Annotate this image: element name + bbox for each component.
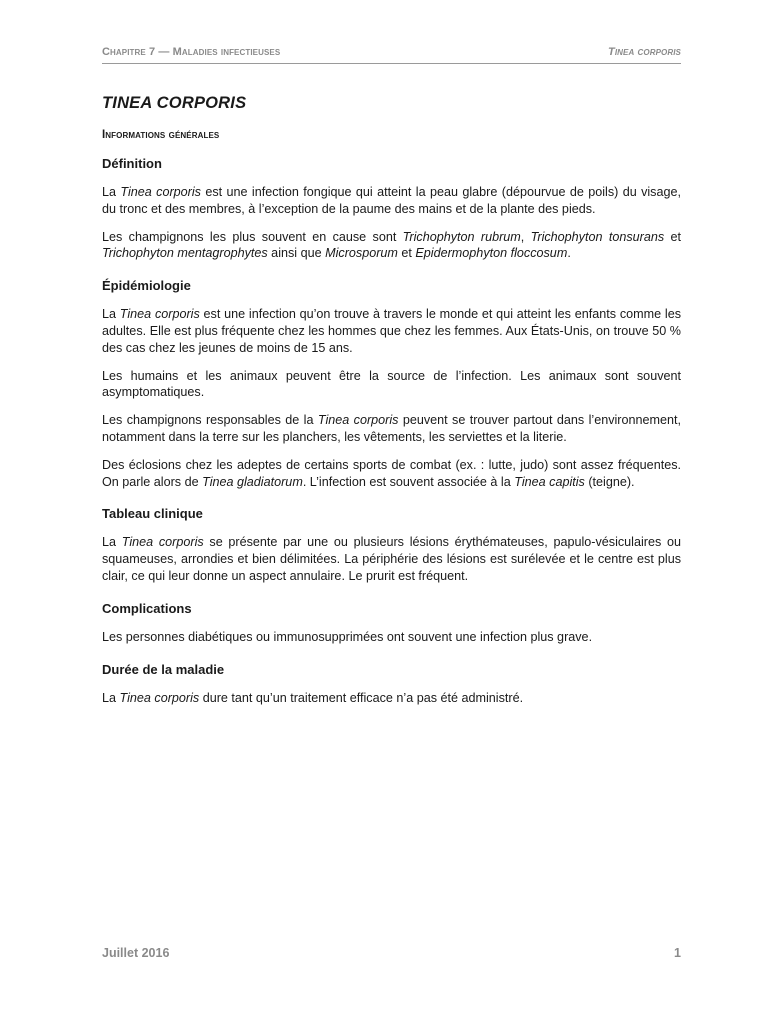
section-label: Informations générales [102,129,220,141]
footer-date: Juillet 2016 [102,946,170,960]
italic-text-run: Trichophyton rubrum [402,229,521,244]
italic-text-run: Tinea corporis [119,690,200,705]
italic-text-run: Tinea corporis [120,185,201,199]
text-run: et [664,229,681,244]
text-run: (teigne). [584,474,635,489]
text-run: Les champignons responsables de la [102,413,318,428]
body-paragraph [102,457,681,491]
body-paragraph [102,412,681,446]
running-header [102,46,681,64]
text-run: La [102,185,121,199]
body-paragraph [102,534,681,584]
text-run: Les personnes diabétiques ou immunosupprimées ont souvent une infection plus grave. [102,629,593,644]
italic-text-run: Tinea corporis [317,413,399,428]
section-heading: Épidémiologie [102,278,191,294]
text-run: . L’infection est souvent associée à la [302,474,515,489]
body-paragraph [102,184,681,218]
text-run: Les champignons les plus souvent en cause sont [102,229,403,244]
text-run: est une infection qu’on trouve à travers le monde et qui atteint les enfants comme les adultes. Elle est plus fréquente chez les hommes que chez les femmes. Aux États-Unis, on trouve 50 % des cas chez les jeunes de moins de 15 ans. [102,307,681,355]
text-run: et [397,246,416,261]
italic-text-run: Tinea corporis [121,535,204,550]
italic-text-run: Microsporum [325,246,398,261]
header-topic: Tinea corporis [608,46,681,58]
text-run: est une infection fongique qui atteint la peau glabre (dépourvue de poils) du visage, du tronc et des membres, à l’exception de la paume des mains et de la plante des pieds. [102,185,681,216]
document-body [102,94,681,717]
body-paragraph [102,690,681,707]
italic-text-run: Trichophyton tonsurans [530,229,665,244]
text-run: se présente par une ou plusieurs lésions érythémateuses, papulo-vésiculaires ou squameuses, arrondies et bien délimitées. La périphérie des lésions est surélevée et le centre est plus clair, ce qui leur donne un aspect annulaire. Le prurit est fréquent. [102,535,681,583]
text-run: Les humains et les animaux peuvent être la source de l’infection. Les animaux sont souvent asymptomatiques. [102,368,681,400]
text-run: La [102,690,120,705]
document-title: TINEA CORPORIS [102,94,247,112]
italic-text-run: Tinea corporis [119,307,200,322]
section-heading: Durée de la maladie [102,661,225,677]
text-run: La [102,535,122,550]
text-run: Des éclosions chez les adeptes de certains sports de combat (ex. : lutte, judo) sont assez fréquentes. On parle alors de [102,457,681,489]
body-paragraph [102,229,681,263]
text-run: peuvent se trouver partout dans l’environnement, notamment dans la terre sur les planchers, les vêtements, les serviettes et la literie. [102,413,682,444]
section-heading: Définition [102,156,162,171]
text-run: . [567,246,571,261]
text-run: , [520,229,531,244]
text-run: dure tant qu’un traitement efficace n’a pas été administré. [199,690,524,705]
italic-text-run: Epidermophyton floccosum [415,246,568,261]
section-heading: Tableau clinique [102,506,203,522]
italic-text-run: Tinea capitis [514,474,585,489]
body-paragraph [102,368,681,402]
italic-text-run: Trichophyton mentagrophytes [102,246,268,261]
body-paragraph [102,629,681,646]
page-number: 1 [674,946,681,960]
body-paragraph [102,306,681,356]
italic-text-run: Tinea gladiatorum [202,474,303,489]
text-run: ainsi que [267,246,326,261]
section-heading: Complications [102,600,192,616]
sections-container [102,156,681,706]
header-chapter: Chapitre 7 — Maladies infectieuses [102,46,281,58]
text-run: La [102,307,120,322]
